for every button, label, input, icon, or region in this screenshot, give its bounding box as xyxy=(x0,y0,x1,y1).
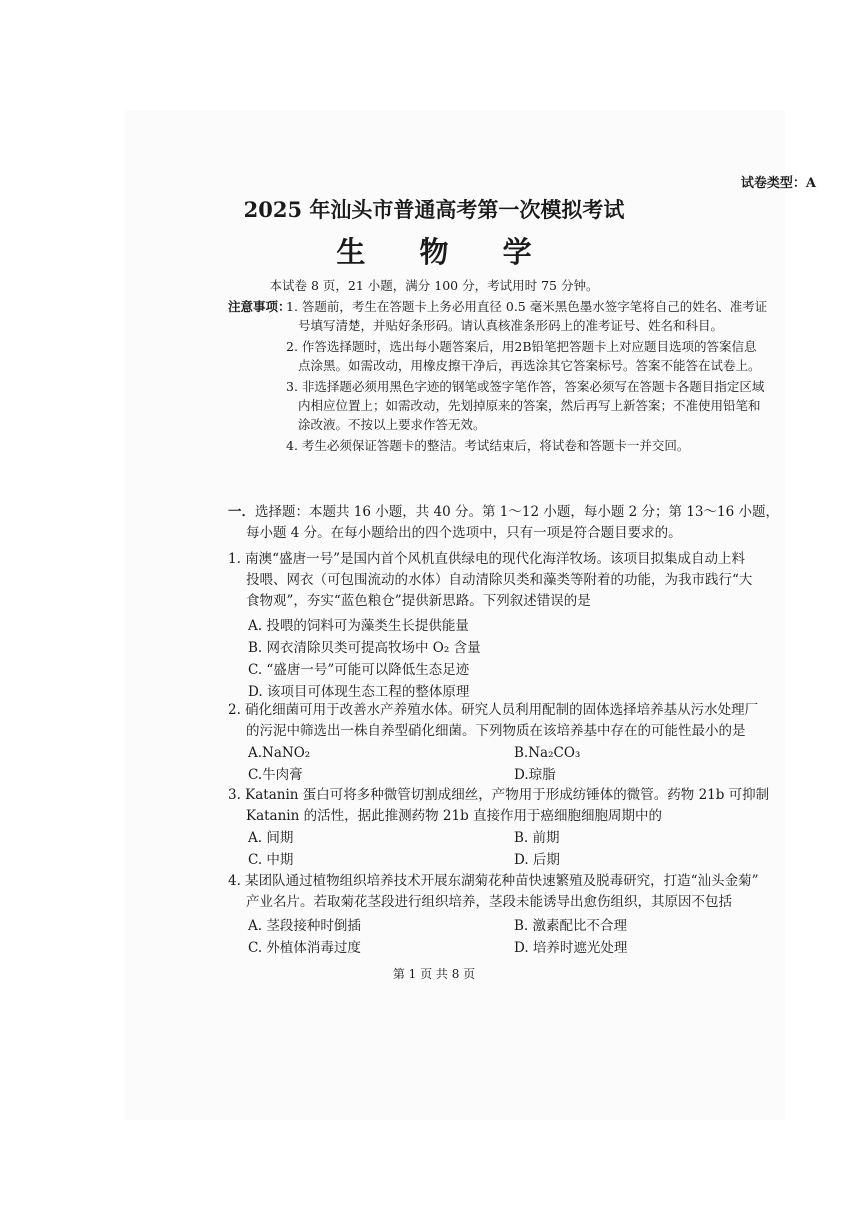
question-3 xyxy=(228,785,780,871)
exam-info: 本试卷 8 页，21 小题，满分 100 分，考试用时 75 分钟。 xyxy=(269,278,599,293)
question-stem-line: 产业名片。若取菊花茎段进行组织培养，茎段未能诱导出愈伤组织，其原因不包括 xyxy=(246,894,732,910)
question-stem-line: 食物观”，夯实“蓝色粮仓”提供新思路。下列叙述错误的是 xyxy=(246,593,591,609)
option-c[interactable]: C. 中期 xyxy=(248,852,294,868)
page-footer: 第 1 页 共 8 页 xyxy=(392,967,476,981)
option-c[interactable]: C.牛肉膏 xyxy=(248,767,303,783)
notice-label: 注意事项： xyxy=(228,299,291,314)
question-stem-line: 1. 南澳“盛唐一号”是国内首个风机直供绿电的现代化海洋牧场。该项目拟集成自动上料 xyxy=(228,551,745,567)
option-d[interactable]: D. 该项目可体现生态工程的整体原理 xyxy=(248,684,470,700)
question-2 xyxy=(228,700,780,786)
section-heading xyxy=(228,502,780,544)
question-stem-line: 4. 某团队通过植物组织培养技术开展东湖菊花种苗快速繁殖及脱毒研究，打造“汕头金菊” xyxy=(228,873,759,889)
option-d[interactable]: D. 培养时遮光处理 xyxy=(514,940,628,956)
question-stem-line: 投喂、网衣（可包围流动的水体）自动清除贝类和藻类等附着的功能，为我市践行“大 xyxy=(246,572,753,588)
option-a[interactable]: A. 投喂的饲料可为藻类生长提供能量 xyxy=(248,618,469,634)
option-b[interactable]: B. 激素配比不合理 xyxy=(514,918,628,934)
subject-title: 生 物 学 xyxy=(336,235,554,269)
notice-item-2: 2. 作答选择题时，选出每小题答案后，用2B铅笔把答题卡上对应题目选项的答案信息点涂黑。如需改动，用橡皮擦干净后，再选涂其它答案标号。答案不能答在试卷上。 xyxy=(286,339,761,373)
option-b[interactable]: B.Na₂CO₃ xyxy=(514,745,581,761)
paper-type-label: 试卷类型：A xyxy=(740,176,816,191)
option-c[interactable]: C. “盛唐一号”可能可以降低生态足迹 xyxy=(248,662,470,678)
notice-item-3: 3. 非选择题必须用黑色字迹的钢笔或签字笔作答，答案必须写在答题卡各题目指定区域内相应位置上；如需改动，先划掉原来的答案，然后再写上新答案；不准使用铅笔和涂改液。不按以上要求作答无效。 xyxy=(286,379,765,432)
section-number: 一． xyxy=(228,504,255,520)
question-1 xyxy=(228,549,780,703)
question-stem-line: 3. Katanin 蛋白可将多种微管切割成细丝，产物用于形成纺锤体的微管。药物 21b 可抑制 xyxy=(228,787,770,803)
notice-block xyxy=(228,297,768,455)
question-stem-line: 的污泥中筛选出一株自养型硝化细菌。下列物质在该培养基中存在的可能性最小的是 xyxy=(246,723,746,739)
option-b[interactable]: B. 网衣清除贝类可提高牧场中 O₂ 含量 xyxy=(248,640,481,656)
question-4 xyxy=(228,871,780,959)
question-stem-line: 2. 硝化细菌可用于改善水产养殖水体。研究人员利用配制的固体选择培养基从污水处理厂 xyxy=(228,702,759,718)
option-d[interactable]: D.琼脂 xyxy=(514,767,556,783)
option-a[interactable]: A. 茎段接种时倒插 xyxy=(248,918,361,934)
option-c[interactable]: C. 外植体消毒过度 xyxy=(248,940,361,956)
exam-title: 2025 年汕头市普通高考第一次模拟考试 xyxy=(243,197,625,222)
option-a[interactable]: A.NaNO₂ xyxy=(248,745,311,761)
notice-item-4: 4. 考生必须保证答题卡的整洁。考试结束后，将试卷和答题卡一并交回。 xyxy=(286,438,690,453)
section-line-1: 选择题：本题共 16 小题，共 40 分。第 1～12 小题，每小题 2 分；第 13～16 小题， xyxy=(255,504,779,520)
question-stem-line: Katanin 的活性，据此推测药物 21b 直接作用于癌细胞细胞周期中的 xyxy=(246,808,663,824)
section-line-2: 每小题 4 分。在每小题给出的四个选项中，只有一项是符合题目要求的。 xyxy=(246,525,682,541)
option-a[interactable]: A. 间期 xyxy=(248,830,294,846)
option-b[interactable]: B. 前期 xyxy=(514,830,560,846)
notice-item-1: 1. 答题前，考生在答题卡上务必用直径 0.5 毫米黑色墨水签字笔将自己的姓名、准考证号填写清楚，并贴好条形码。请认真核准条形码上的准考证号、姓名和科目。 xyxy=(286,299,768,333)
option-d[interactable]: D. 后期 xyxy=(514,852,560,868)
